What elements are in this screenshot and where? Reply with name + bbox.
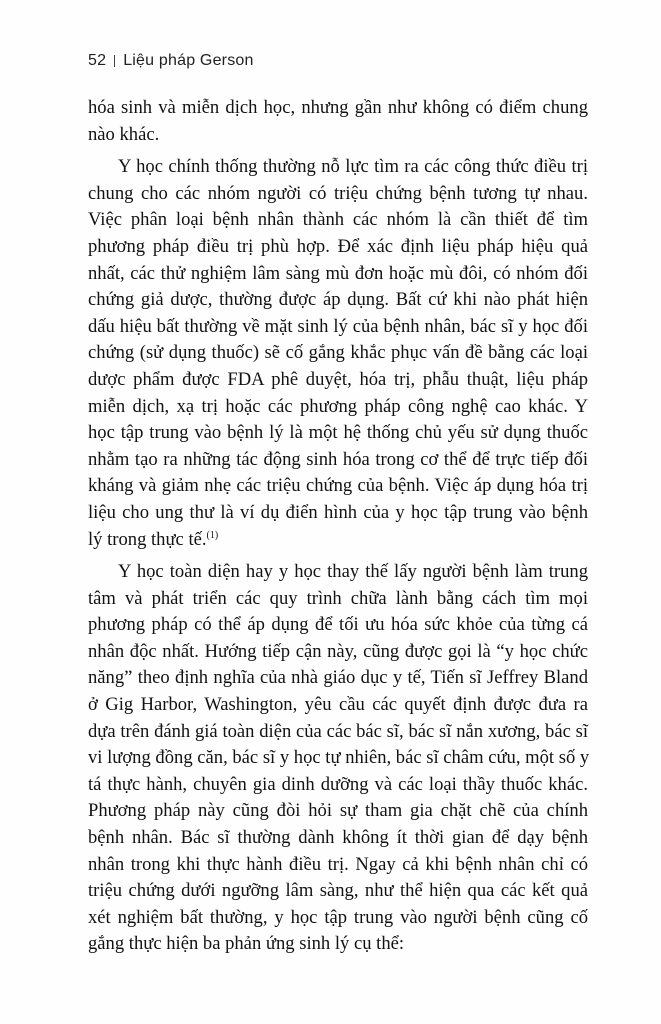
text-line-with-footnote <box>88 527 588 554</box>
text-line: miễn dịch, xạ trị hoặc các phương pháp công nghệ cao khác. Y <box>88 395 588 417</box>
text-line: ở Gig Harbor, Washington, yêu cầu các quyết định được đưa ra <box>88 694 588 716</box>
text-line: kháng và giảm nhẹ các triệu chứng của bệnh. Việc áp dụng hóa trị <box>88 475 588 497</box>
text-line: phương pháp điều trị phù hợp. Để xác định liệu pháp hiệu quả <box>88 235 588 257</box>
text-line: học tập trung vào bệnh lý là một hệ thống chủ yếu sử dụng thuốc <box>88 422 588 444</box>
text-line: Y học chính thống thường nỗ lực tìm ra các công thức điều trị <box>118 156 588 178</box>
text-line: liệu cho ung thư là ví dụ điển hình của y học tập trung vào bệnh <box>88 501 588 523</box>
text-line: nhân trong khi thực hành điều trị. Ngay cả khi bệnh nhân chỉ có <box>88 853 588 875</box>
text-line: nhân độc nhất. Hướng tiếp cận này, cũng được gọi là “y học chức <box>88 640 588 662</box>
text-line: xét nghiệm bất thường, y học tập trung vào người bệnh cũng cố <box>88 906 588 928</box>
text-line: nhất, các thử nghiệm lâm sàng mù đơn hoặc mù đôi, có nhóm đối <box>88 262 588 284</box>
book-title: Liệu pháp Gerson <box>123 52 254 69</box>
text-line: chứng giả dược, thường được áp dụng. Bất cứ khi nào phát hiện <box>88 289 588 311</box>
text-line: gắng thực hiện ba phản ứng sinh lý cụ thể: <box>88 933 405 955</box>
text-line: triệu chứng dưới ngưỡng lâm sàng, như thể hiện qua các kết quả <box>88 880 588 902</box>
page-number: 52 <box>88 52 107 69</box>
text-line: Việc phân loại bệnh nhân thành các nhóm là cần thiết để tìm <box>88 209 588 231</box>
text-line: chứng (sử dụng thuốc) sẽ cố gắng khắc phục vấn đề bằng các loại <box>88 342 588 364</box>
text-line: Y học toàn diện hay y học thay thế lấy người bệnh làm trung <box>118 561 588 583</box>
text-line: dấu hiệu bất thường về mặt sinh lý của bệnh nhân, bác sĩ y học đối <box>88 315 588 337</box>
text-line: dược phẩm được FDA phê duyệt, hóa trị, phẫu thuật, liệu pháp <box>88 368 588 390</box>
text-line: vi lượng đồng căn, bác sĩ y học tự nhiên, bác sĩ châm cứu, một số y <box>88 747 590 769</box>
text-line: bệnh nhân. Bác sĩ thường dành không ít thời gian để dạy bệnh <box>88 827 588 849</box>
paragraph-continuation <box>88 95 588 148</box>
text-line: hóa sinh và miễn dịch học, nhưng gần như không có điểm chung <box>88 97 588 118</box>
running-header <box>88 52 254 70</box>
text-line: nào khác. <box>88 123 160 145</box>
paragraph-holistic-medicine <box>88 559 588 958</box>
header-separator <box>114 55 115 67</box>
body-text <box>88 95 588 958</box>
footnote-reference[interactable]: (1) <box>206 529 219 541</box>
text-line: Phương pháp này cũng đòi hỏi sự tham gia chặt chẽ của chính <box>88 800 588 822</box>
paragraph-conventional-medicine <box>88 154 588 553</box>
text-line: dựa trên đánh giá toàn diện của các bác sĩ, bác sĩ nắn xương, bác sĩ <box>88 720 588 742</box>
text-line: chung cho các nhóm người có triệu chứng bệnh tương tự nhau. <box>88 182 588 204</box>
text-line: tá thực hành, chuyên gia dinh dưỡng và các loại thầy thuốc khác. <box>88 773 588 795</box>
text-line: lý trong thực tế. <box>88 528 207 550</box>
text-line: nhằm tạo ra những tác động sinh hóa trong cơ thể để trực tiếp đối <box>88 448 588 470</box>
text-line: năng” theo định nghĩa của nhà giáo dục y tế, Tiến sĩ Jeffrey Bland <box>88 667 588 689</box>
text-line: tâm và phát triển các quy trình chữa lành bằng cách tìm mọi <box>88 587 588 609</box>
text-line: phương pháp có thể áp dụng để tối ưu hóa sức khỏe của từng cá <box>88 614 588 636</box>
